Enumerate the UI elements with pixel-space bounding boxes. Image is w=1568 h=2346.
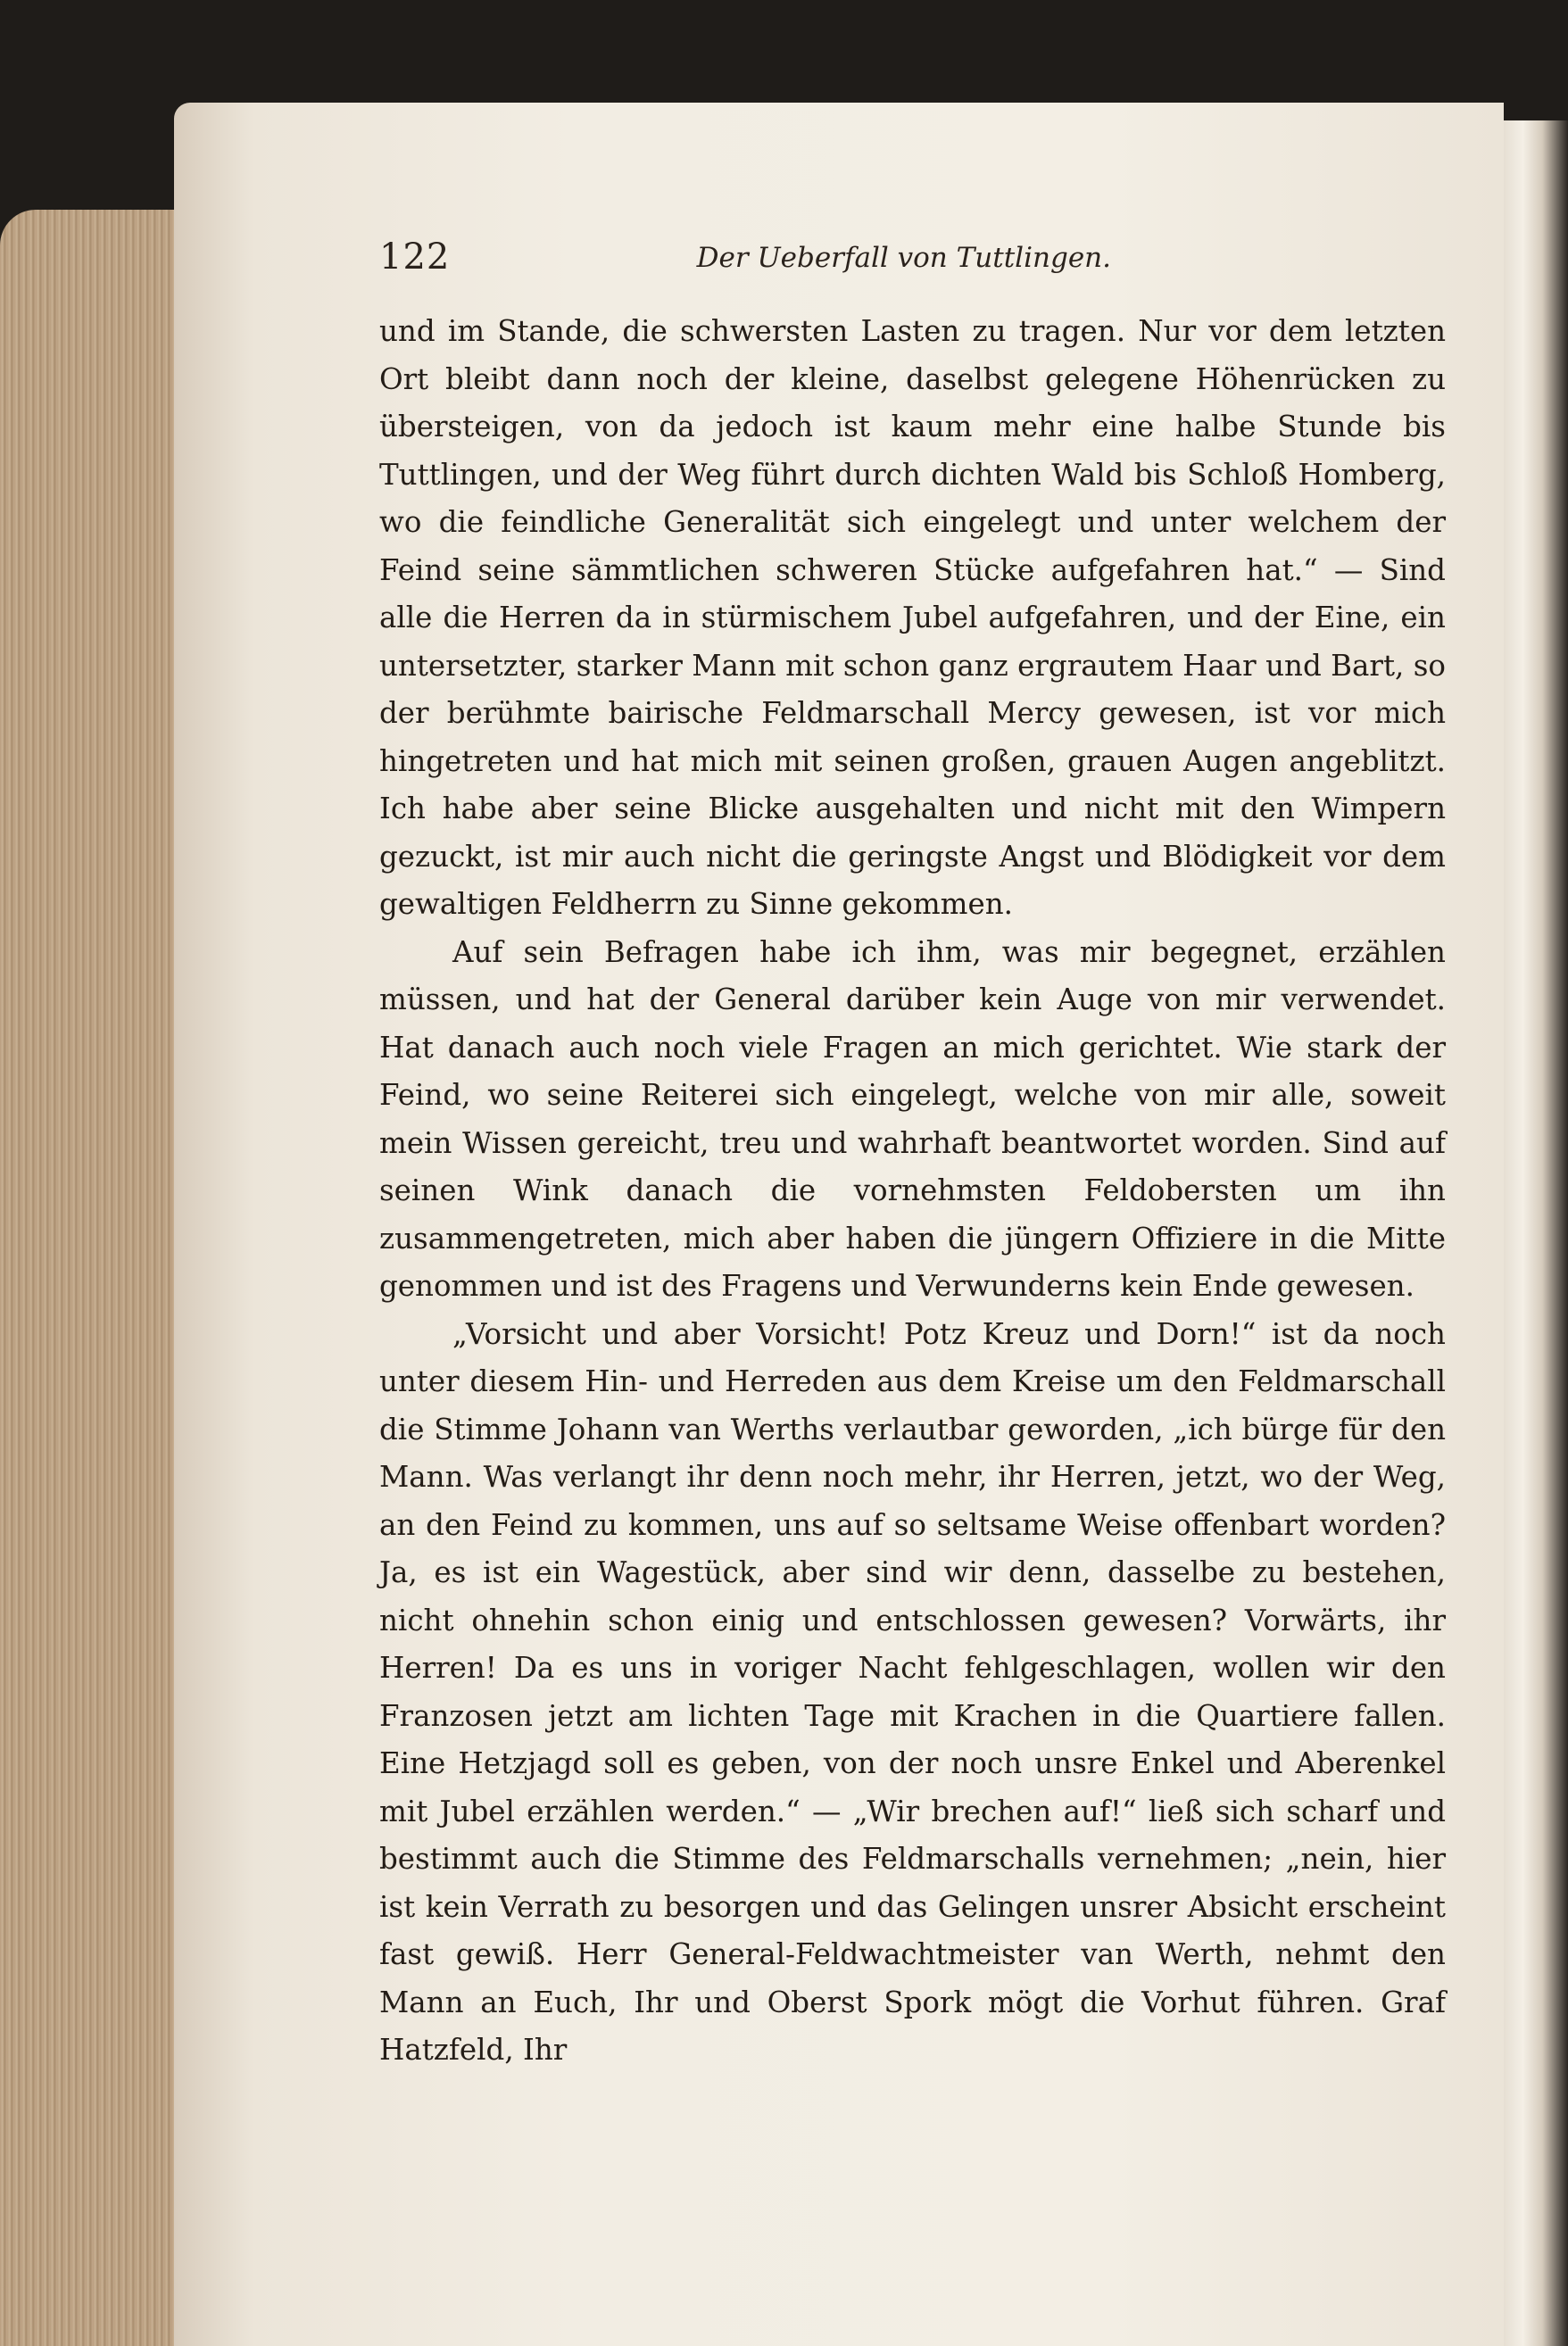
- paragraph-1: und im Stande, die schwersten Lasten zu tragen. Nur vor dem letzten Ort bleibt dann noch der kleine, daselbst gelegene Höhenrücken zu übersteigen, von da jedoch ist kaum mehr eine halbe Stunde bis Tuttlingen, und der Weg führt durch dichten Wald bis Schloß Homberg, wo die feindliche Generalität sich eingelegt und unter welchem der Feind seine sämmtlichen schweren Stücke aufgefahren hat.“ — Sind alle die Herren da in stürmischem Jubel aufgefahren, und der Eine, ein untersetzter, starker Mann mit schon ganz ergrautem Haar und Bart, so der berühmte bairische Feldmarschall Mercy gewesen, ist vor mich hingetreten und hat mich mit seinen großen, grauen Augen angeblitzt. Ich habe aber seine Blicke ausgehalten und nicht mit den Wimpern gezuckt, ist mir auch nicht die geringste Angst und Blödigkeit vor dem gewaltigen Feldherrn zu Sinne gekommen.: [379, 314, 1446, 921]
- paragraph-3: „Vorsicht und aber Vorsicht! Potz Kreuz und Dorn!“ ist da noch unter diesem Hin- und Herreden aus dem Kreise um den Feldmarschall die Stimme Johann van Werths verlautbar geworden, „ich bürge für den Mann. Was verlangt ihr denn noch mehr, ihr Herren, jetzt, wo der Weg, an den Feind zu kommen, uns auf so seltsame Weise offenbart worden? Ja, es ist ein Wagestück, aber sind wir denn, dasselbe zu bestehen, nicht ohnehin schon einig und entschlossen gewesen? Vorwärts, ihr Herren! Da es uns in voriger Nacht fehlgeschlagen, wollen wir den Franzosen jetzt am lichten Tage mit Krachen in die Quartiere fallen. Eine Hetzjagd soll es geben, von der noch unsre Enkel und Aberenkel mit Jubel erzählen werden.“ — „Wir brechen auf!“ ließ sich scharf und bestimmt auch die Stimme des Feldmarschalls vernehmen; „nein, hier ist kein Verrath zu besorgen und das Gelingen unsrer Absicht erscheint fast gewiß. Herr General-Feldwachtmeister van Werth, nehmt den Mann an Euch, Ihr und Oberst Spork mögt die Vorhut führen. Graf Hatzfeld, Ihr: [379, 1316, 1446, 2067]
- page-edges: [0, 210, 192, 2346]
- right-page-edge: [1504, 120, 1568, 2346]
- paragraph-2: Auf sein Befragen habe ich ihm, was mir begegnet, erzählen müssen, und hat der General darüber kein Auge von mir verwendet. Hat danach auch noch viele Fragen an mich gerichtet. Wie stark der Feind, wo seine Reiterei sich eingelegt, welche von mir alle, soweit mein Wissen gereicht, treu und wahrhaft beantwortet worden. Sind auf seinen Wink danach die vornehmsten Feldobersten um ihn zusammengetreten, mich aber haben die jüngern Offiziere in die Mitte genommen und ist des Fragens und Verwunderns kein Ende gewesen.: [379, 934, 1446, 1303]
- page-number: 122: [379, 236, 451, 278]
- body-text: [379, 308, 1446, 2075]
- running-title: Der Ueberfall von Tuttlingen.: [696, 242, 1111, 274]
- page-header: [379, 236, 1111, 290]
